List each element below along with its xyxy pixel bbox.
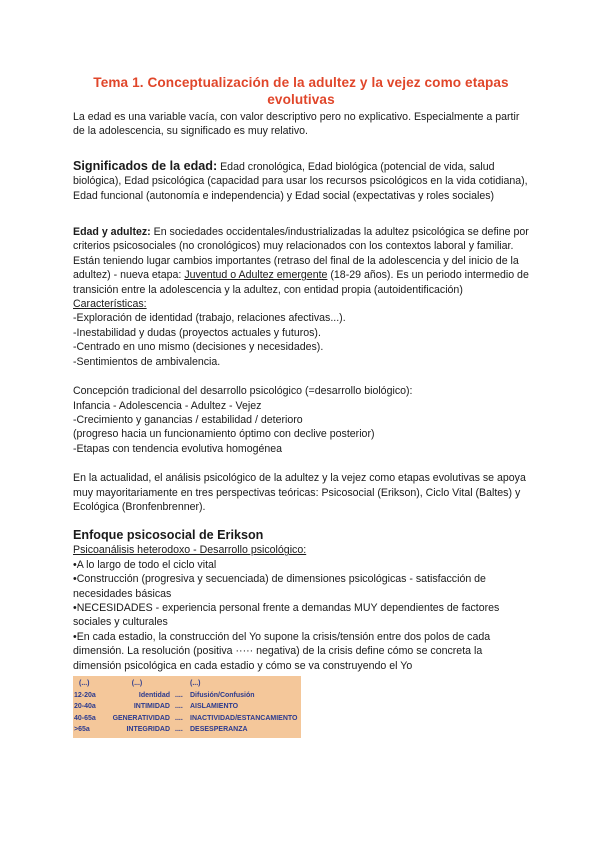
erikson-stages-table bbox=[73, 676, 301, 738]
edad-adultez-text-b: (18-29 años). Es un periodo intermedio de transición entre la adolescencia y la adultez, con entidad propia (autoidentificación) bbox=[73, 269, 529, 296]
table-cell: .... bbox=[175, 703, 183, 710]
table-header-row bbox=[73, 678, 301, 690]
table-cell: INACTIVIDAD/ESTANCAMIENTO bbox=[190, 714, 298, 722]
table-cell: 20-40a bbox=[74, 703, 96, 710]
concepcion-line: Infancia - Adolescencia - Adultez - Vejez bbox=[73, 399, 262, 412]
table-row bbox=[73, 724, 301, 736]
erikson-subheading: Psicoanálisis heterodoxo - Desarrollo psicológico: bbox=[73, 544, 307, 557]
actualidad-paragraph: En la actualidad, el análisis psicológico de la adultez y la vejez como etapas evolutivas se apoya muy mayoritariamente en tres perspectivas teóricas: Psicosocial (Erikson), Ciclo Vital (Baltes) y Ecológica (Bronfenbrenner). bbox=[73, 472, 526, 513]
table-cell: .... bbox=[175, 714, 183, 722]
table-cell: Identidad bbox=[138, 691, 170, 699]
table-row bbox=[73, 713, 301, 725]
significados-heading: Significados de la edad: bbox=[73, 158, 218, 173]
juventud-adultez-link-text: Juventud o Adultez emergente bbox=[184, 269, 328, 282]
concepcion-line: -Etapas con tendencia evolutiva homogénea bbox=[73, 442, 283, 455]
table-cell: INTEGRIDAD bbox=[126, 726, 170, 733]
intro-paragraph: La edad es una variable vacía, con valor descriptivo pero no explicativo. Especialmente a partir de la adolescencia, su significado es muy relativo. bbox=[73, 111, 520, 138]
table-cell: .... bbox=[175, 726, 183, 733]
document-content bbox=[73, 74, 533, 738]
concepcion-line: Concepción tradicional del desarrollo psicológico (=desarrollo biológico): bbox=[73, 385, 413, 398]
table-row bbox=[73, 690, 301, 702]
table-cell: GENERATIVIDAD bbox=[112, 714, 170, 722]
table-cell: (...) bbox=[131, 680, 143, 687]
table-cell: 12-20a bbox=[74, 691, 96, 699]
table-cell: (...) bbox=[79, 680, 90, 687]
concepcion-line: -Crecimiento y ganancias / estabilidad / deterioro bbox=[73, 413, 303, 426]
erikson-heading: Enfoque psicosocial de Erikson bbox=[73, 528, 264, 543]
table-cell: INTIMIDAD bbox=[133, 703, 170, 710]
edad-adultez-paragraph bbox=[73, 225, 533, 297]
significados-paragraph bbox=[73, 159, 533, 203]
table-cell: AISLAMIENTO bbox=[190, 703, 239, 710]
concepcion-line: (progreso hacia un funcionamiento óptimo con declive posterior) bbox=[73, 428, 375, 441]
erikson-bullet: •Construcción (progresiva y secuenciada) de dimensiones psicológicas - satisfacción de necesidades básicas bbox=[73, 573, 486, 600]
table-cell: Difusión/Confusión bbox=[190, 691, 255, 699]
caracteristica-item: -Inestabilidad y dudas (proyectos actuales y futuros). bbox=[73, 326, 321, 339]
table-cell: >65a bbox=[74, 726, 90, 733]
erikson-bullet: •A lo largo de todo el ciclo vital bbox=[73, 558, 217, 571]
caracteristica-item: -Exploración de identidad (trabajo, relaciones afectivas...). bbox=[73, 312, 346, 325]
erikson-bullet: •NECESIDADES - experiencia personal frente a demandas MUY dependientes de factores sociales y culturales bbox=[73, 601, 500, 629]
page-title: Tema 1. Conceptualización de la adultez y la vejez como etapas evolutivas bbox=[93, 75, 509, 107]
table-cell: (...) bbox=[190, 680, 201, 687]
erikson-bullet: •En cada estadio, la construcción del Yo supone la crisis/tensión entre dos polos de cada dimensión. La resolución (positiva ····· negativa) de la crisis define cómo se concreta la dimensión psicológica en cada estadio y cómo se va construyendo el Yo bbox=[73, 630, 491, 672]
caracteristica-item: -Sentimientos de ambivalencia. bbox=[73, 355, 221, 368]
caracteristica-item: -Centrado en uno mismo (decisiones y necesidades). bbox=[73, 341, 324, 354]
table-row bbox=[73, 701, 301, 713]
table-cell: .... bbox=[175, 691, 183, 699]
caracteristicas-label: Características: bbox=[73, 298, 147, 311]
significados-text: Edad cronológica, Edad biológica (potencial de vida, salud biológica), Edad psicológica (capacidad para usar los recursos psicológicos en la vida cotidiana), Edad funcional (autonomía e independencia) y Edad social (expectativas y roles sociales) bbox=[73, 160, 528, 202]
table-cell: DESESPERANZA bbox=[190, 726, 248, 733]
table-cell: 40-65a bbox=[74, 714, 96, 722]
table-cell bbox=[175, 678, 190, 690]
edad-adultez-text-a: En sociedades occidentales/industrializadas la adultez psicológica se define por criterios psicosociales (no cronológicos) muy relacionados con los contextos laboral y familiar. Están teniendo lugar cambios importantes (retraso del final de la adolescencia y del inicio de la adultez) - nueva etapa: bbox=[73, 226, 529, 282]
edad-adultez-heading: Edad y adultez: bbox=[73, 226, 151, 239]
